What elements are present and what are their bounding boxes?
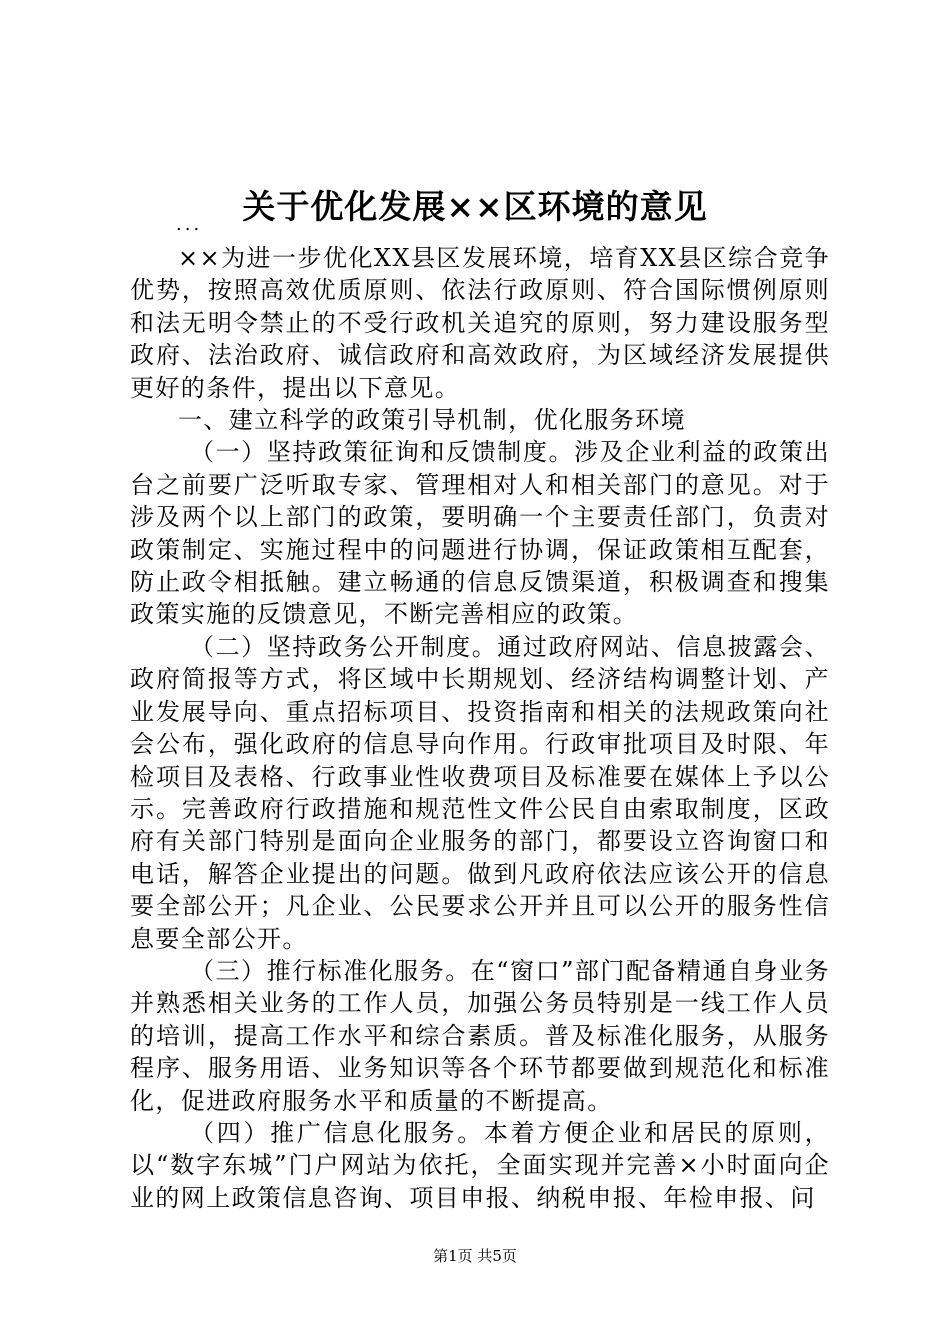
ellipsis-mark: ...	[176, 214, 203, 235]
page-footer: 第1页 共5页	[433, 1247, 517, 1265]
intro-paragraph: ××为进一步优化XX县区发展环境，培育XX县区综合竞争优势，按照高效优质原则、依法行政原则、符合国际惯例原则和法无明令禁止的不受行政机关追究的原则，努力建设服务型政府、法治政府、诚信政府和高效政府，为区域经济发展提供更好的条件，提出以下意见。	[130, 244, 830, 402]
subsection-paragraph-2: （二）坚持政务公开制度。通过政府网站、信息披露会、政府简报等方式，将区域中长期规划、经济结构调整计划、产业发展导向、重点招标项目、投资指南和相关的法规政策向社会公布，强化政府的信息导向作用。行政审批项目及时限、年检项目及表格、行政事业性收费项目及标准要在媒体上予以公示。完善政府行政措施和规范性文件公民自由索取制度，区政府有关部门特别是面向企业服务的部门，都要设立咨询窗口和电话，解答企业提出的问题。做到凡政府依法应该公开的信息要全部公开；凡企业、公民要求公开并且可以公开的服务性信息要全部公开。	[130, 632, 830, 953]
document-title: 关于优化发展××区环境的意见	[242, 187, 708, 226]
subsection-paragraph-1: （一）坚持政策征询和反馈制度。涉及企业利益的政策出台之前要广泛听取专家、管理相对人和相关部门的意见。对于涉及两个以上部门的政策，要明确一个主要责任部门，负责对政策制定、实施过程中的问题进行协调，保证政策相互配套，防止政令相抵触。建立畅通的信息反馈渠道，积极调查和搜集政策实施的反馈意见，不断完善相应的政策。	[130, 438, 830, 629]
subsection-paragraph-4: （四）推广信息化服务。本着方便企业和居民的原则，以“数字东城”门户网站为依托，全面实现并完善×小时面向企业的网上政策信息咨询、项目申报、纳税申报、年检申报、问	[130, 1118, 830, 1212]
document-body	[130, 242, 830, 1214]
section-heading-1: 一、建立科学的政策引导机制，优化服务环境	[178, 406, 686, 435]
subsection-paragraph-3: （三）推行标准化服务。在“窗口”部门配备精通自身业务并熟悉相关业务的工作人员，加强公务员特别是一线工作人员的培训，提高工作水平和综合素质。普及标准化服务，从服务程序、服务用语、业务知识等各个环节都要做到规范化和标准化，促进政府服务水平和质量的不断提高。	[130, 956, 830, 1115]
